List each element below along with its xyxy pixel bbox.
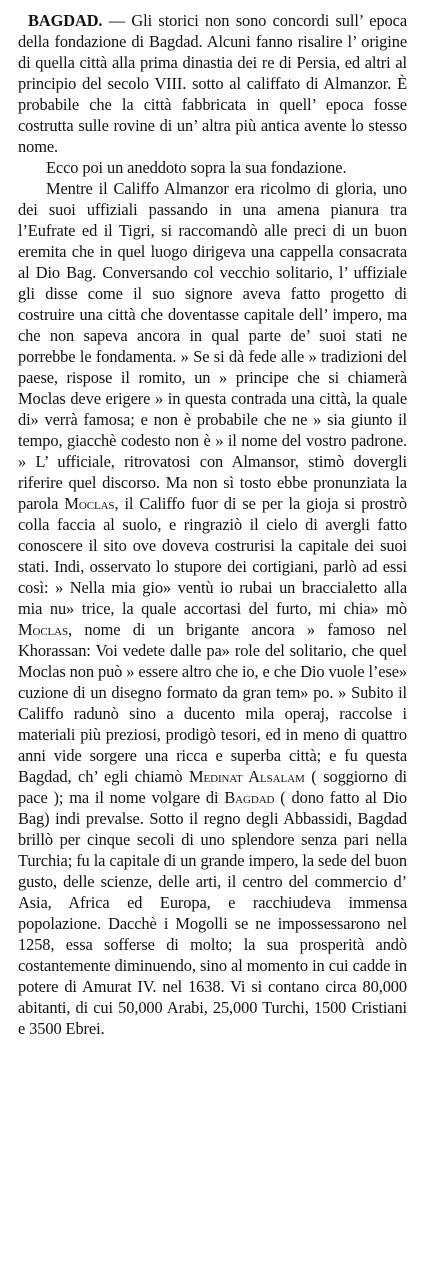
anecdote-text-e: ( dono fatto al Dio Bag) indi prevalse. Sotto il regno degli Abbassidi, Bagdad brillò per cinque secoli di uno splendore senza pari nella Turchia; fu la capitale di un grande impero, la sede del buon gusto, delle scienze, delle arti, il centro del commercio d’ Asia, Africa ed Europa, e racchiudeva immensa popolazione. Dacchè i Mogolli se ne impossessarono nel 1258, essa sofferse di molto; la sua prosperità andò costantemente diminuendo, sino al momento in cui cadde in potere di Amurat IV. nel 1638. Vi si contano circa 80,000 abitanti, di cui 50,000 Arabi, 25,000 Turchi, 1500 Cristiani e 3500 Ebrei. (18, 788, 407, 1038)
name-moclas-1: Moclas (64, 494, 115, 513)
headword: BAGDAD. (28, 11, 103, 30)
anecdote-text-d: ( soggiorno di pace ); ma il nome volgare di (18, 767, 407, 807)
anecdote-paragraph (18, 178, 407, 1039)
anecdote-text-b: , il Califfo fuor di se per la gioja si prostrò colla faccia al suolo, e ringraziò il cielo di avergli fatto conoscere il sito ove doveva costrurisi la capitale dei suoi stati. Indi, osservato lo stupore dei cortigiani, parlò ad essi così: » Nella mia gio» ventù io rubai un braccialetto alla mia nu» trice, la quale accortasi del furto, mi chia» mò (18, 494, 407, 618)
intro-text: — Gli storici non sono concordi sull’ epoca della fondazione di Bagdad. Alcuni fanno risalire l’ origine di quella città alla prima dinastia dei re di Persia, ed altri al principio del secolo VIII. sotto al califfato di Almanzor. È probabile che la città fabbricata in quell’ epoca fosse costrutta sulle rovine di un’ altra più antica avente lo stesso nome. (18, 11, 407, 156)
anecdote-intro-paragraph: Ecco poi un aneddoto sopra la sua fondazione. (46, 158, 347, 177)
name-bagdad: Bagdad (224, 788, 275, 807)
intro-paragraph (18, 10, 407, 157)
name-moclas-2: Moclas (18, 620, 69, 639)
name-medinat-alsalam: Medinat Alsalam (189, 767, 305, 786)
anecdote-text-a: Mentre il Califfo Almanzor era ricolmo di gloria, uno dei suoi uffiziali passando in una amena pianura tra l’Eufrate ed il Tigri, si raccomandò alle preci di un buon eremita che in quel luogo dirigeva una cappella consacrata al Dio Bag. Conversando col vecchio solitario, l’ uffiziale gli disse come il suo signore aveva fatto progetto di costruire una città che doventasse capitale dell’ impero, ma che non sapeva ancora in qual parte de’ suoi stati ne porrebbe le fondamenta. » Se si dà fede alle » tradizioni del paese, rispose il romito, un » principe che si chiamerà Moclas deve erigere » in questa contrada una città, la quale di» verrà famosa; e non è probabile che ne » sia giunto il tempo, giacchè codesto non è » il nome del vostro padrone. » L’ ufficiale, ritrovatosi con Almansor, stimò dovergli riferire quel discorso. Ma non sì tosto ebbe pronunziata la parola (18, 179, 407, 513)
anecdote-text-c: , nome di un brigante ancora » famoso nel Khorassan: Voi vedete dalle pa» role del solitario, che quel Moclas non può » essere altro che io, e che Dio vuole l’ese» cuzione di un disegno formato da gran tem» po. » Subito il Califfo radunò sino a ducento mila operaj, raccolse i materiali più preziosi, prodigò tesori, ed in meno di quattro anni vide sorgere una ricca e superba città; e fu questa Bagdad, ch’ egli chiamò (18, 620, 407, 786)
